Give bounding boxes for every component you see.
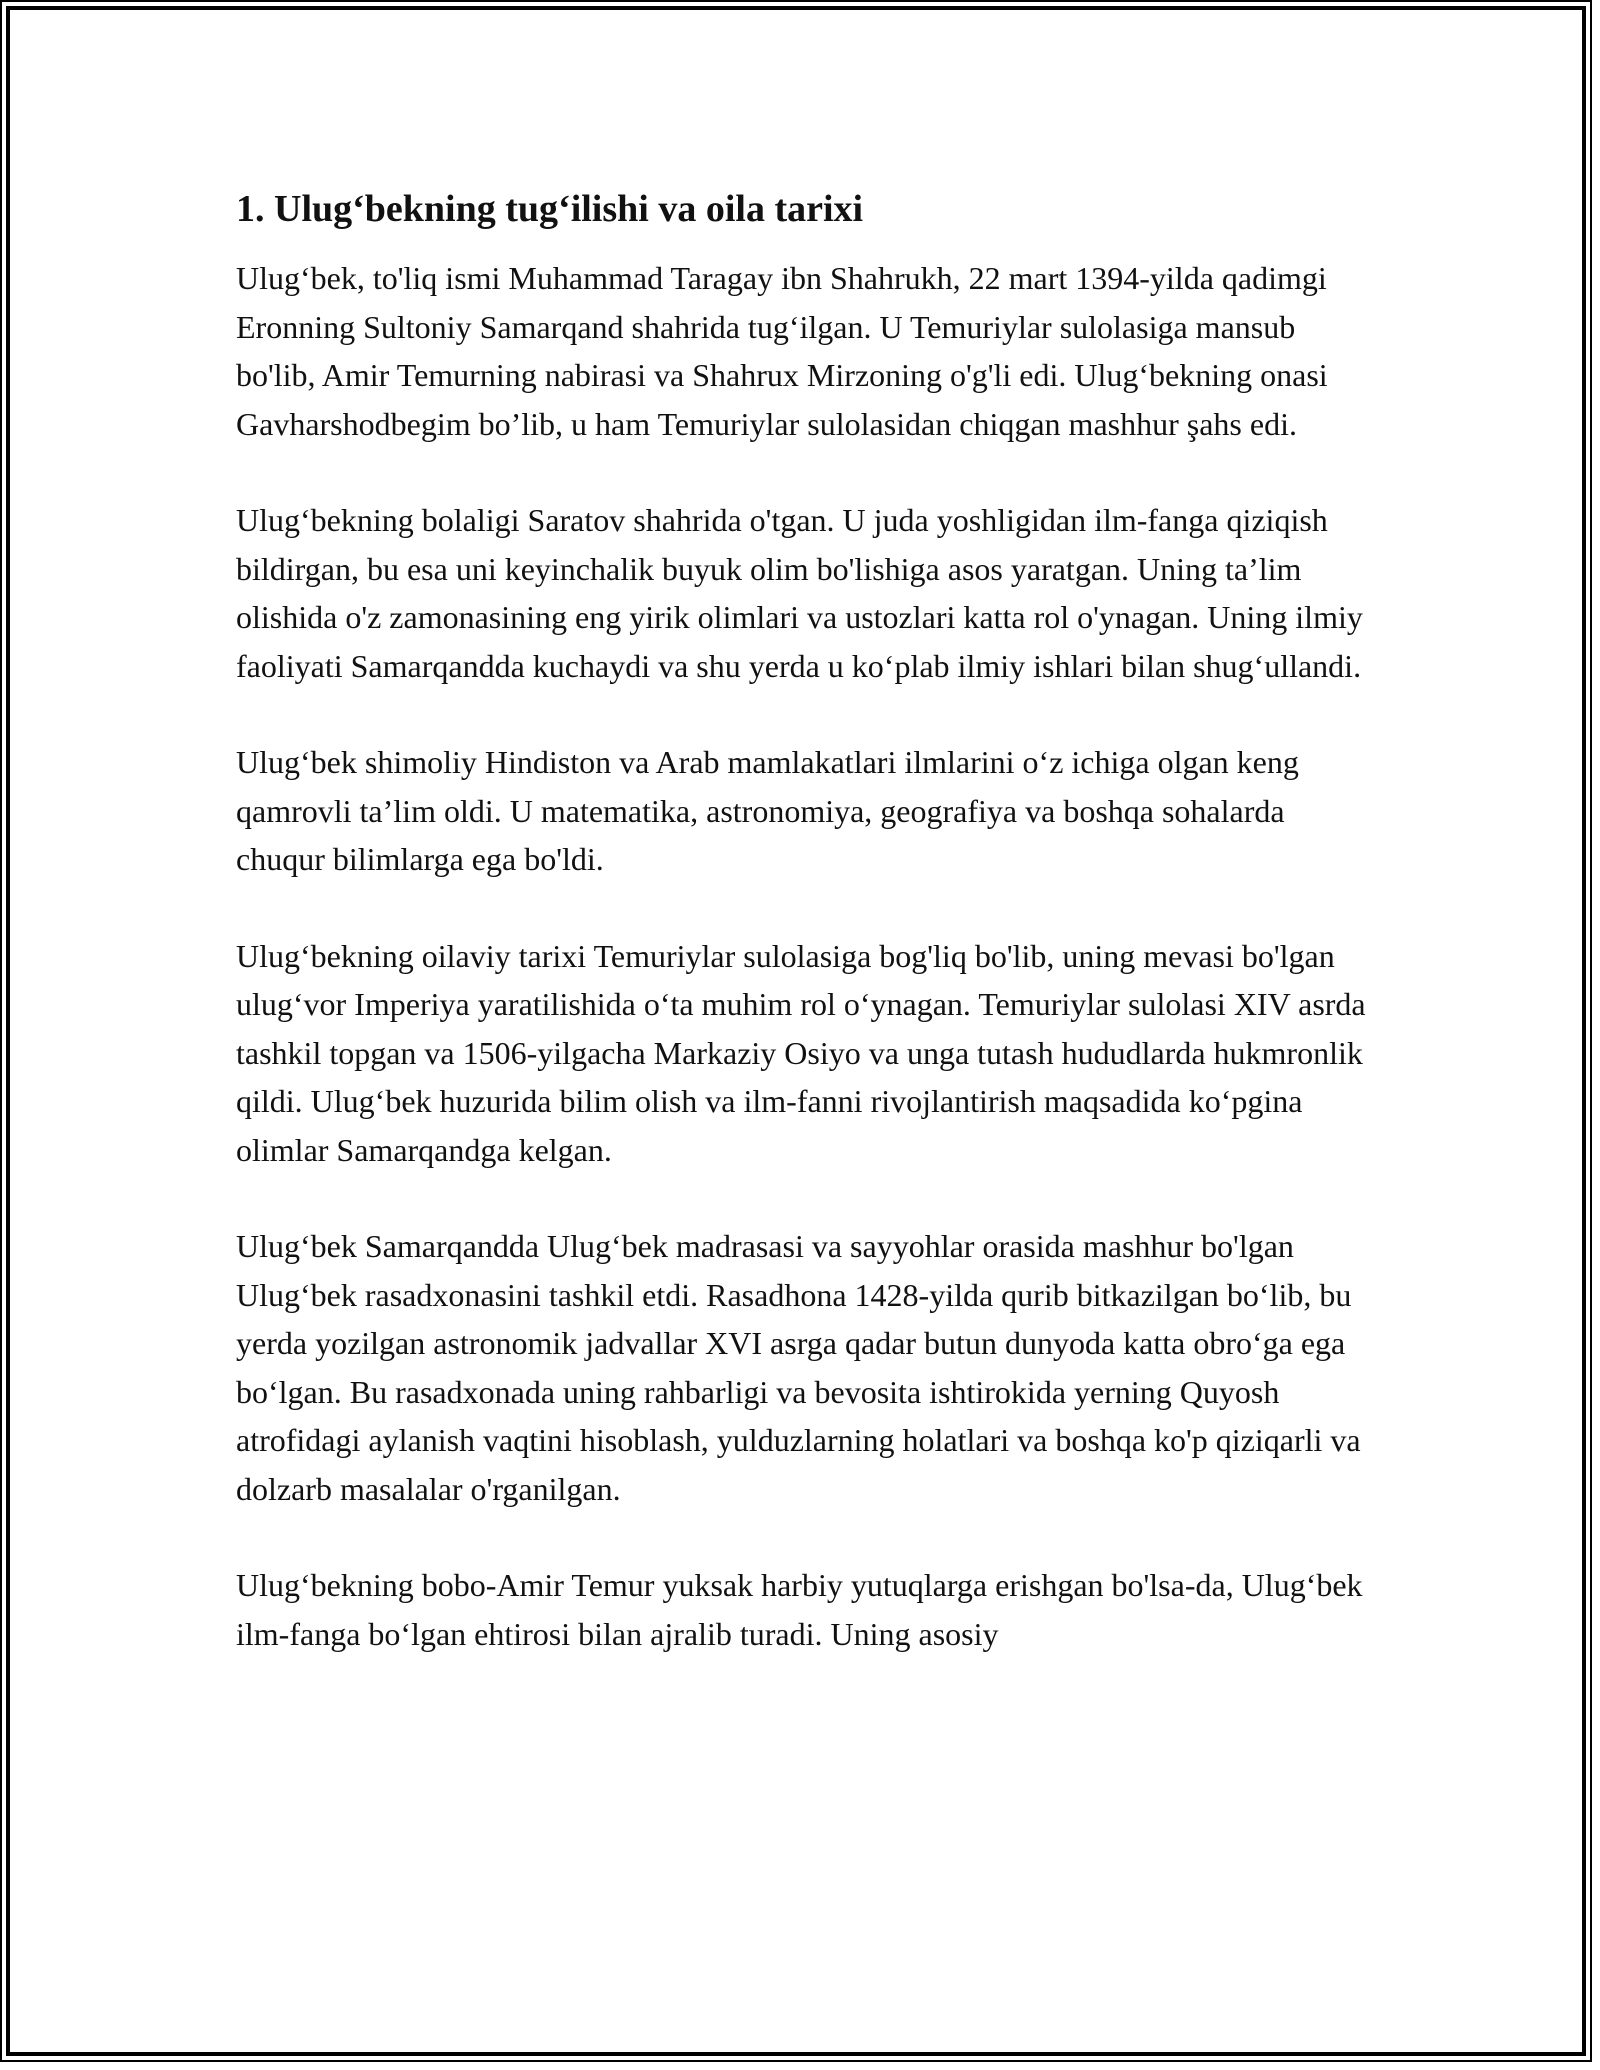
paragraph-family-history: Ulug‘bekning oilaviy tarixi Temuriylar sulolasiga bog'liq bo'lib, uning mevasi bo'lgan ulug‘vor Imperiya yaratilishida o‘ta muhim rol o‘ynagan. Temuriylar sulolasi XIV asrda tashkil topgan va 1506-yilgacha Markaziy Osiyo va unga tutash hududlarda hukmronlik qildi. Ulug‘bek huzurida bilim olish va ilm-fanni rivojlantirish maqsadida ko‘pgina olimlar Samarqandga kelgan. [236, 937, 1366, 1168]
paragraph-education: Ulug‘bek shimoliy Hindiston va Arab mamlakatlari ilmlarini o‘z ichiga olgan keng qamrovli ta’lim oldi. U matematika, astronomiya, geografiya va boshqa sohalarda chuqur bilimlarga ega bo'ldi. [236, 744, 1299, 877]
document-body [236, 185, 1376, 1706]
paragraph-observatory: Ulug‘bek Samarqandda Ulug‘bek madrasasi va sayyohlar orasida mashhur bo'lgan Ulug‘bek rasadxonasini tashkil etdi. Rasadhona 1428-yilda qurib bitkazilgan bo‘lib, bu yerda yozilgan astronomik jadvallar XVI asrga qadar butun dunyoda katta obro‘ga ega bo‘lgan. Bu rasadxonada uning rahbarligi va bevosita ishtirokida yerning Quyosh atrofidagi aylanish vaqtini hisoblash, yulduzlarning holatlari va boshqa ko'p qiziqarli va dolzarb masalalar o'rganilgan. [236, 1228, 1361, 1507]
paragraph-grandfather: Ulug‘bekning bobo-Amir Temur yuksak harbiy yutuqlarga erishgan bo'lsa-da, Ulug‘bek ilm-fanga bo‘lgan ehtirosi bilan ajralib turadi. Uning asosiy [236, 1567, 1363, 1652]
paragraph-birth: Ulug‘bek, to'liq ismi Muhammad Taragay ibn Shahrukh, 22 mart 1394-yilda qadimgi Eronning Sultoniy Samarqand shahrida tug‘ilgan. U Temuriylar sulolasiga mansub bo'lib, Amir Temurning nabirasi va Shahrux Mirzoning o'g'li edi. Ulug‘bekning onasi Gavharshodbegim bo’lib, u ham Temuriylar sulolasidan chiqgan mashhur şahs edi. [236, 260, 1328, 442]
section-heading: 1. Ulug‘bekning tug‘ilishi va oila tarixi [236, 188, 864, 230]
paragraph-childhood: Ulug‘bekning bolaligi Saratov shahrida o'tgan. U juda yoshligidan ilm-fanga qiziqish bildirgan, bu esa uni keyinchalik buyuk olim bo'lishiga asos yaratgan. Uning ta’lim olishida o'z zamonasining eng yirik olimlari va ustozlari katta rol o'ynagan. Uning ilmiy faoliyati Samarqandda kuchaydi va shu yerda u ko‘plab ilmiy ishlari bilan shug‘ullandi. [236, 502, 1363, 684]
